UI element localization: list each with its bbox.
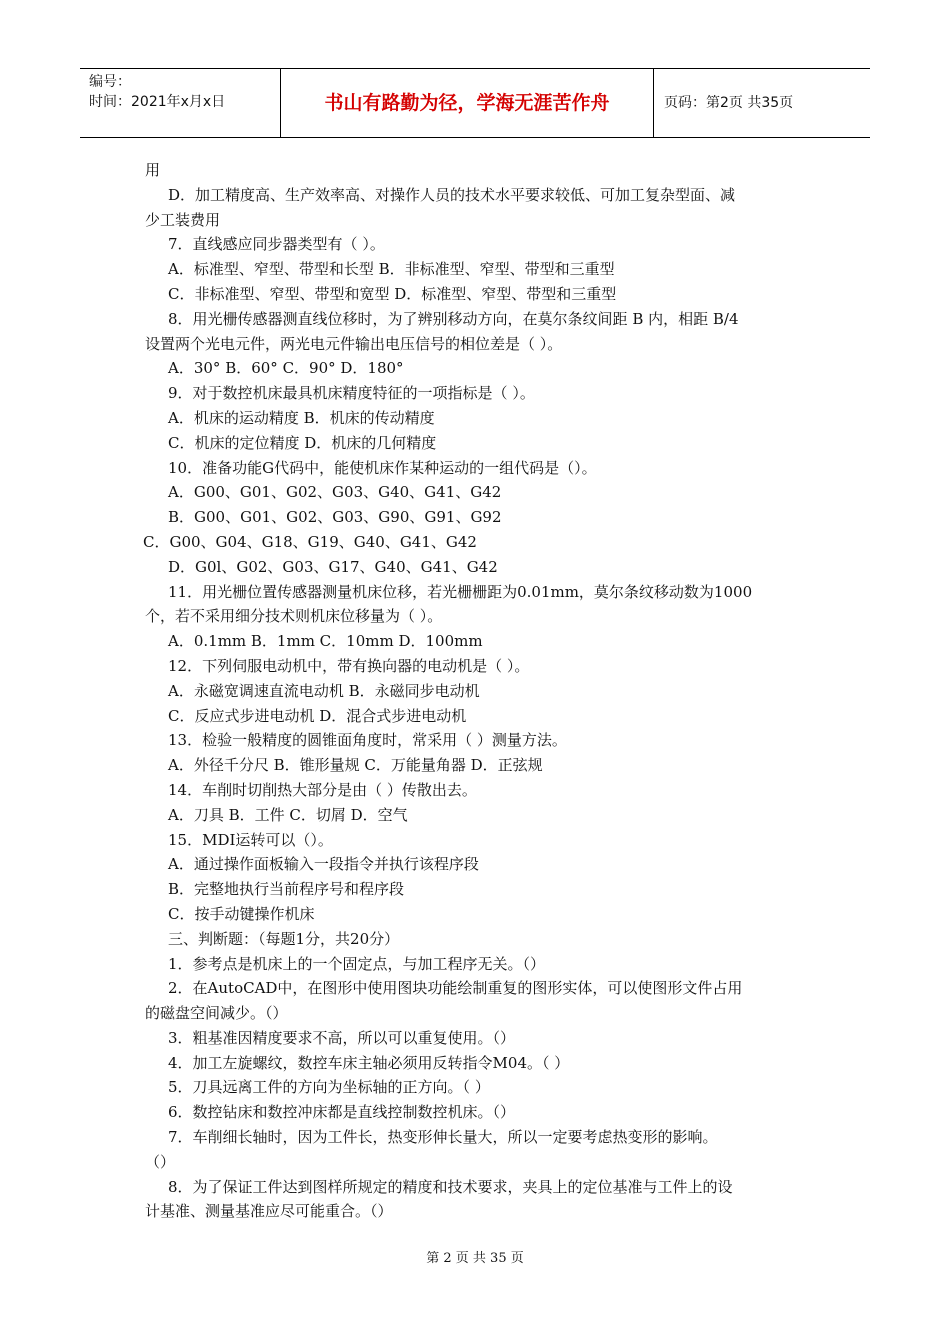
text-line: A．通过操作面板输入一段指令并执行该程序段	[168, 855, 479, 874]
text-line: 4．加工左旋螺纹，数控车床主轴必须用反转指令M04。（ ）	[168, 1053, 570, 1072]
text-line: C．反应式步进电动机 D．混合式步进电动机	[168, 706, 467, 725]
text-line: C．机床的定位精度 D．机床的几何精度	[168, 433, 437, 452]
header-meta	[80, 69, 281, 137]
header-motto: 书山有路勤为径，学海无涯苦作舟	[281, 69, 654, 137]
text-line: 8．用光栅传感器测直线位移时，为了辨别移动方向，在莫尔条纹间距 B 内，相距 B/4	[168, 309, 739, 328]
text-line: A．0.1mm B．1mm C．10mm D．100mm	[168, 632, 483, 651]
text-line: D．加工精度高、生产效率高、对操作人员的技术水平要求较低、可加工复杂型面、减	[168, 185, 736, 204]
document-body	[145, 158, 810, 1224]
text-line: A．机床的运动精度 B．机床的传动精度	[168, 408, 435, 427]
text-line: 2．在AutoCAD中，在图形中使用图块功能绘制重复的图形实体，可以使图形文件占用	[168, 979, 743, 998]
text-line: 11．用光栅位置传感器测量机床位移，若光栅栅距为0.01mm，莫尔条纹移动数为1000	[168, 582, 753, 601]
text-line: D．G0l、G02、G03、G17、G40、G41、G42	[168, 557, 498, 576]
header-page-info: 页码：第2页 共35页	[664, 95, 794, 111]
text-line: 3．粗基准因精度要求不高，所以可以重复使用。（）	[168, 1028, 516, 1047]
text-line: C．G00、G04、G18、G19、G40、G41、G42	[143, 532, 477, 551]
text-line: 少工装费用	[145, 210, 221, 229]
text-line: 6．数控钻床和数控冲床都是直线控制数控机床。（）	[168, 1103, 516, 1122]
text-line: （）	[145, 1152, 176, 1171]
document-time: 时间：2021年x月x日	[89, 94, 226, 110]
text-line: C．按手动键操作机床	[168, 904, 315, 923]
text-line: A．刀具 B．工件 C．切屑 D．空气	[168, 805, 408, 824]
text-line: A．标准型、窄型、带型和长型 B．非标准型、窄型、带型和三重型	[168, 260, 615, 279]
text-line: 13．检验一般精度的圆锥面角度时，常采用（ ）测量方法。	[168, 731, 567, 750]
text-line: 7．直线感应同步器类型有（ ）。	[168, 235, 385, 254]
text-line: 三、判断题：（每题1分，共20分）	[168, 929, 400, 948]
text-line: B．完整地执行当前程序号和程序段	[168, 880, 405, 899]
text-line: 计基准、测量基准应尽可能重合。（）	[145, 1202, 393, 1221]
text-line: 1．参考点是机床上的一个固定点，与加工程序无关。（）	[168, 954, 546, 973]
text-line: B．G00、G01、G02、G03、G90、G91、G92	[168, 508, 502, 527]
text-line: 12．下列伺服电动机中，带有换向器的电动机是（ ）。	[168, 656, 530, 675]
document-number-label: 编号：	[89, 74, 131, 90]
text-line: A．永磁宽调速直流电动机 B．永磁同步电动机	[168, 681, 480, 700]
page-header	[80, 68, 870, 138]
text-line: 14．车削时切削热大部分是由（ ）传散出去。	[168, 780, 477, 799]
text-line: A．外径千分尺 B．锥形量规 C．万能量角器 D．正弦规	[168, 756, 543, 775]
page-footer: 第 2 页 共 35 页	[426, 1251, 524, 1266]
text-line: 5．刀具远离工件的方向为坐标轴的正方向。（ ）	[168, 1078, 490, 1097]
text-line: 用	[145, 161, 161, 179]
text-line: 个，若不采用细分技术则机床位移量为（ ）。	[145, 607, 443, 626]
text-line: A．G00、G01、G02、G03、G40、G41、G42	[168, 483, 502, 502]
text-line: 7．车削细长轴时，因为工件长，热变形伸长量大，所以一定要考虑热变形的影响。	[168, 1128, 718, 1147]
text-line: 10．准备功能G代码中，能使机床作某种运动的一组代码是（）。	[168, 458, 597, 477]
text-line: C．非标准型、窄型、带型和宽型 D．标准型、窄型、带型和三重型	[168, 284, 617, 303]
text-line: 15．MDI运转可以（）。	[168, 830, 333, 849]
text-line: 设置两个光电元件，两光电元件输出电压信号的相位差是（ ）。	[145, 334, 563, 353]
text-line: 的磁盘空间减少。（）	[145, 1004, 288, 1023]
text-line: 9．对于数控机床最具机床精度特征的一项指标是（ ）。	[168, 384, 535, 403]
text-line: 8．为了保证工件达到图样所规定的精度和技术要求，夹具上的定位基准与工件上的设	[168, 1177, 733, 1196]
text-line: A．30° B．60° C．90° D．180°	[168, 359, 404, 378]
